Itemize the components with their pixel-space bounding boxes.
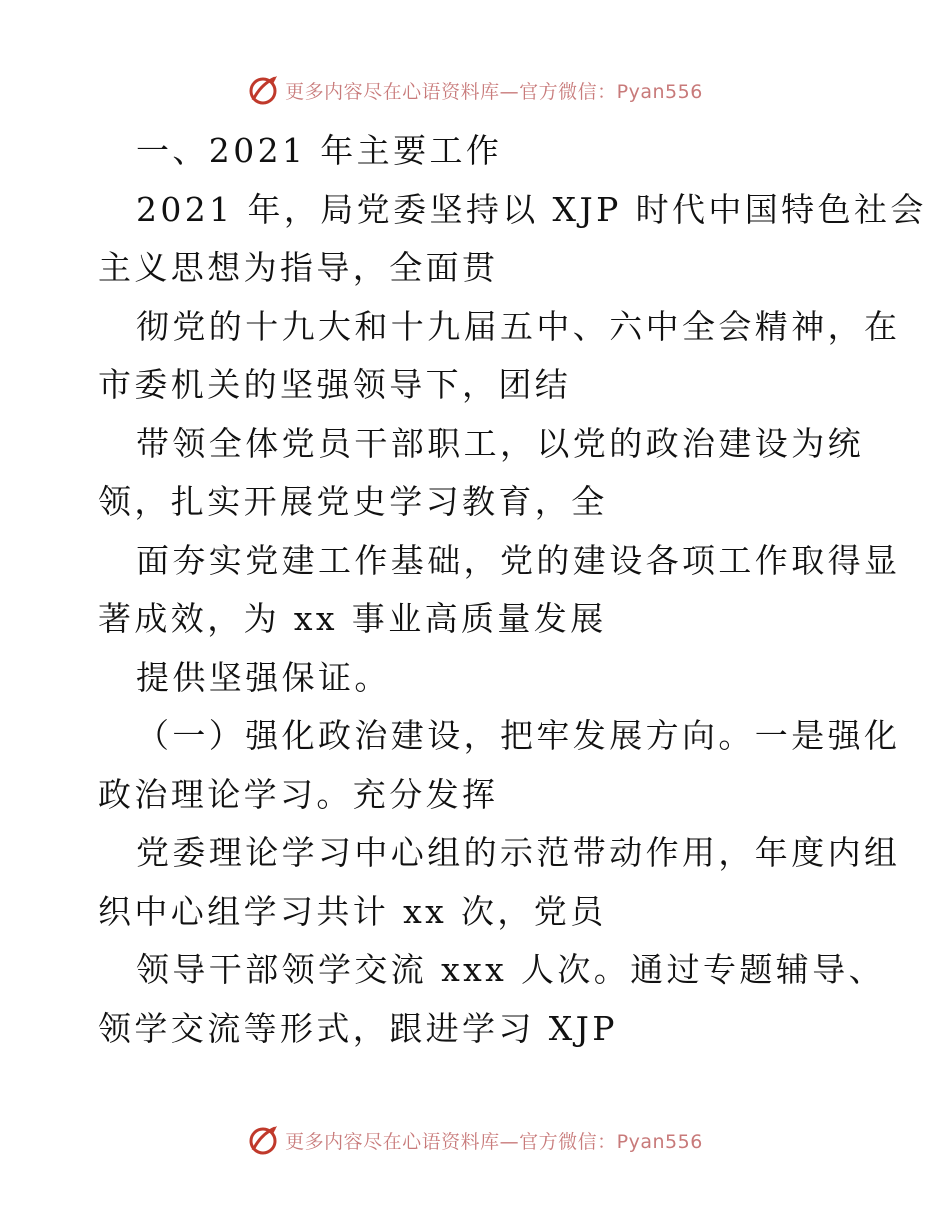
- header-watermark-banner: [0, 70, 950, 110]
- paragraph-line: 党委理论学习中心组的示范带动作用，年度内组: [136, 833, 901, 872]
- paragraph-line: 领学交流等形式，跟进学习 XJP: [98, 1008, 618, 1048]
- paragraph-line: 织中心组学习共计 xx 次，党员: [98, 891, 607, 931]
- header-watermark-text: 更多内容尽在心语资料库—官方微信：Pyan556: [285, 80, 703, 103]
- footer-watermark-banner: [0, 1120, 950, 1160]
- paragraph-line: 政治理论学习。充分发挥: [98, 774, 499, 814]
- paragraph-line: 带领全体党员干部职工，以党的政治建设为统: [136, 423, 864, 463]
- paragraph-line: 领，扎实开展党史学习教育，全: [98, 482, 608, 521]
- body-text: [98, 122, 927, 1058]
- paragraph-line: 2021 年，局党委坚持以 XJP 时代中国特色社会: [136, 189, 927, 229]
- paragraph-line: 提供坚强保证。: [136, 657, 391, 697]
- footer-watermark-text: 更多内容尽在心语资料库—官方微信：Pyan556: [285, 1130, 703, 1153]
- paragraph-line: 彻党的十九大和十九届五中、六中全会精神，在: [136, 306, 901, 346]
- pen-nib-swirl-logo-icon: [247, 1124, 279, 1156]
- heading-line: 一、2021 年主要工作: [136, 131, 503, 170]
- section-heading-line: （一）强化政治建设，把牢发展方向。一是强化: [136, 716, 901, 755]
- paragraph-line: 领导干部领学交流 xxx 人次。通过专题辅导、: [136, 950, 886, 989]
- paragraph-line: 面夯实党建工作基础，党的建设各项工作取得显: [136, 540, 901, 580]
- paragraph-line: 市委机关的坚强领导下，团结: [98, 365, 572, 404]
- pen-nib-swirl-logo-icon: [247, 74, 279, 106]
- paragraph-line: 主义思想为指导，全面贯: [98, 248, 499, 287]
- paragraph-line: 著成效，为 xx 事业高质量发展: [98, 599, 607, 638]
